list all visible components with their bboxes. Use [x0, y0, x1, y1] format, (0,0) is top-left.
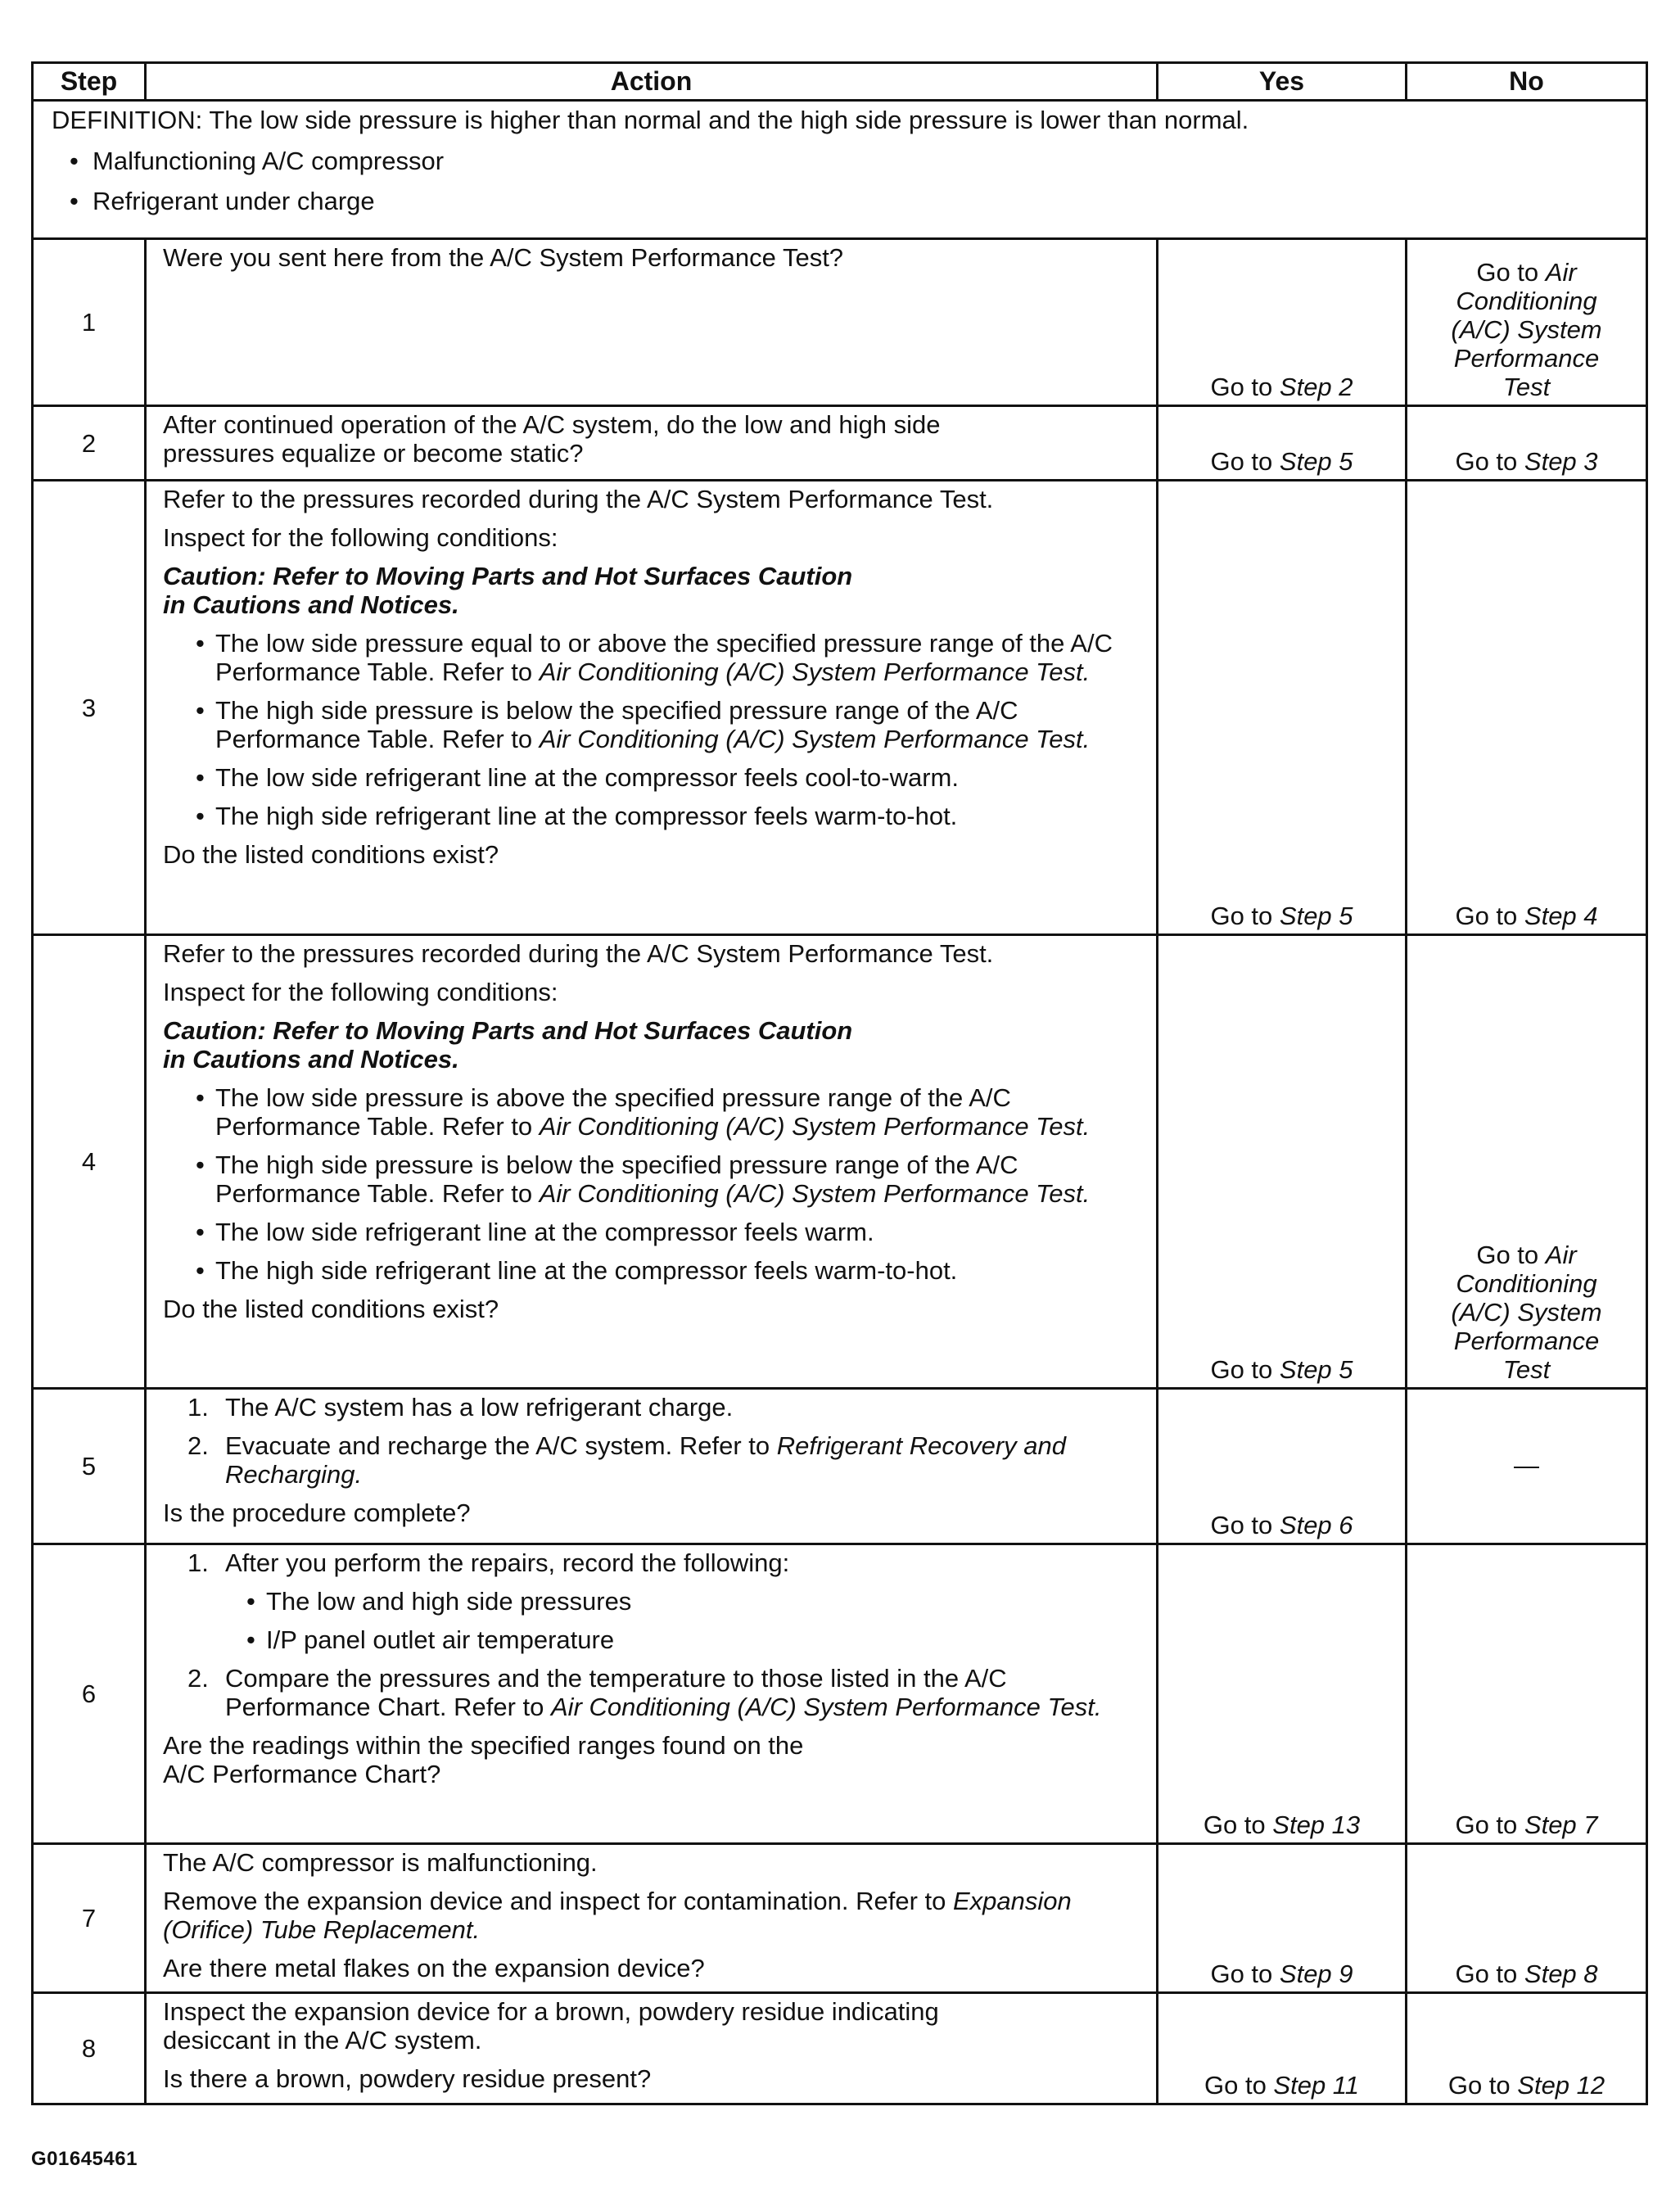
yes-cell: [1158, 1993, 1407, 2104]
reference-link[interactable]: Expansion (Orifice) Tube Replacement.: [163, 1887, 1072, 1944]
condition-bullet: [163, 696, 1140, 753]
action-cell: [146, 1389, 1158, 1544]
header-step: Step: [33, 63, 146, 101]
condition-bullet: • The low side refrigerant line at the compressor feels warm.: [163, 1218, 1140, 1246]
condition-text: The high side pressure is below the specified pressure range of the A/C Performance Table. Refer to: [215, 696, 1018, 753]
header-yes: Yes: [1158, 63, 1407, 101]
step-number: 6: [33, 1544, 146, 1844]
header-row: [33, 63, 1647, 101]
condition-text: The low side pressure equal to or above the specified pressure range of the A/C Performance Table. Refer to: [215, 629, 1113, 686]
reference-link[interactable]: Air Conditioning (A/C) System Performance Test.: [539, 1112, 1091, 1141]
no-link[interactable]: Air Conditioning (A/C) System Performance Test: [1451, 258, 1602, 401]
yes-link[interactable]: Step 13: [1272, 1810, 1361, 1839]
no-prefix: Go to: [1455, 1810, 1524, 1839]
action-question: Were you sent here from the A/C System Performance Test?: [163, 243, 844, 272]
numbered-item: [163, 1664, 1140, 1721]
reference-link[interactable]: Refrigerant Recovery and Recharging.: [225, 1431, 1066, 1489]
numbered-item: [163, 1548, 1140, 1577]
action-question: After continued operation of the A/C system, do the low and high side pressures equalize or become static?: [163, 410, 941, 468]
no-link[interactable]: Air Conditioning (A/C) System Performance Test: [1451, 1241, 1602, 1384]
step-number: 3: [33, 481, 146, 935]
yes-cell: [1158, 406, 1407, 481]
reference-link[interactable]: Air Conditioning (A/C) System Performance Test.: [551, 1693, 1102, 1721]
yes-prefix: Go to: [1204, 2071, 1274, 2100]
header-no: No: [1407, 63, 1647, 101]
step-row-2: [33, 406, 1647, 481]
sub-bullet: • The low and high side pressures: [163, 1587, 1140, 1616]
no-cell: [1407, 935, 1647, 1389]
condition-bullet: • The high side refrigerant line at the compressor feels warm-to-hot.: [163, 1256, 1140, 1285]
action-cell: [146, 481, 1158, 935]
condition-bullet: [163, 1150, 1140, 1208]
no-prefix: Go to: [1455, 447, 1524, 476]
definition-row: [33, 101, 1647, 239]
action-question: Is the procedure complete?: [163, 1499, 471, 1527]
yes-prefix: Go to: [1210, 1355, 1280, 1384]
item-text: After you perform the repairs, record the following:: [225, 1548, 790, 1577]
condition-bullet: • The low side refrigerant line at the compressor feels cool-to-warm.: [163, 763, 1140, 792]
item-text: Evacuate and recharge the A/C system. Refer to: [225, 1431, 777, 1460]
item-number: 1.: [187, 1393, 209, 1422]
yes-link[interactable]: Step 9: [1279, 1960, 1353, 1988]
action-cell: [146, 1844, 1158, 1993]
no-cell: —: [1407, 1389, 1647, 1544]
caution-text: Caution: Refer to Moving Parts and Hot Surfaces Caution in Cautions and Notices.: [163, 1016, 853, 1074]
no-link[interactable]: Step 3: [1524, 447, 1598, 476]
no-cell: [1407, 481, 1647, 935]
reference-link[interactable]: Air Conditioning (A/C) System Performance Test.: [539, 1179, 1091, 1208]
yes-prefix: Go to: [1203, 1810, 1273, 1839]
action-question: Are there metal flakes on the expansion device?: [163, 1954, 705, 1982]
action-cell: [146, 1544, 1158, 1844]
yes-link[interactable]: Step 5: [1279, 902, 1353, 930]
step-row-5: [33, 1389, 1647, 1544]
action-question: Are the readings within the specified ranges found on the A/C Performance Chart?: [163, 1731, 804, 1788]
definition-cell: [33, 101, 1647, 239]
sub-bullet: • I/P panel outlet air temperature: [163, 1625, 1140, 1654]
definition-text: DEFINITION: The low side pressure is higher than normal and the high side pressure is lower than normal.: [52, 106, 1249, 134]
condition-bullet: • The high side refrigerant line at the compressor feels warm-to-hot.: [163, 802, 1140, 830]
item-text: Compare the pressures and the temperature to those listed in the A/C Performance Chart. Refer to: [225, 1664, 1007, 1721]
step-number: 5: [33, 1389, 146, 1544]
step-row-3: [33, 481, 1647, 935]
action-text: Inspect for the following conditions:: [163, 978, 558, 1006]
no-prefix: Go to: [1455, 902, 1524, 930]
no-cell: [1407, 1993, 1647, 2104]
no-link[interactable]: Step 12: [1517, 2071, 1605, 2100]
step-number: 1: [33, 239, 146, 406]
definition-bullet: • Malfunctioning A/C compressor: [52, 147, 1628, 175]
yes-link[interactable]: Step 6: [1279, 1511, 1353, 1539]
step-number: 4: [33, 935, 146, 1389]
condition-bullet: [163, 1083, 1140, 1141]
definition-bullet: • Refrigerant under charge: [52, 187, 1628, 215]
header-action: Action: [146, 63, 1158, 101]
no-link[interactable]: Step 4: [1524, 902, 1598, 930]
no-prefix: Go to: [1476, 1241, 1546, 1269]
action-cell: [146, 1993, 1158, 2104]
item-text: The A/C system has a low refrigerant charge.: [225, 1393, 734, 1422]
yes-link[interactable]: Step 2: [1279, 373, 1353, 401]
yes-cell: [1158, 1544, 1407, 1844]
yes-cell: [1158, 1844, 1407, 1993]
step-row-7: [33, 1844, 1647, 1993]
diagnostic-table: [31, 61, 1648, 2105]
step-row-6: [33, 1544, 1647, 1844]
condition-text: The high side pressure is below the specified pressure range of the A/C Performance Table. Refer to: [215, 1150, 1018, 1208]
action-text: The A/C compressor is malfunctioning.: [163, 1848, 598, 1877]
yes-prefix: Go to: [1210, 1511, 1280, 1539]
no-link[interactable]: Step 8: [1524, 1960, 1598, 1988]
numbered-item: [163, 1431, 1140, 1489]
step-row-4: [33, 935, 1647, 1389]
action-text: Inspect for the following conditions:: [163, 523, 558, 552]
no-prefix: Go to: [1455, 1960, 1524, 1988]
item-number: 2.: [187, 1431, 209, 1460]
item-number: 1.: [187, 1548, 209, 1577]
item-number: 2.: [187, 1664, 209, 1693]
action-question: Is there a brown, powdery residue present?: [163, 2064, 652, 2093]
step-row-8: [33, 1993, 1647, 2104]
action-question: Do the listed conditions exist?: [163, 1295, 499, 1323]
step-number: 8: [33, 1993, 146, 2104]
condition-text: The low side pressure is above the specified pressure range of the A/C Performance Table. Refer to: [215, 1083, 1011, 1141]
action-question: Do the listed conditions exist?: [163, 840, 499, 869]
action-cell: [146, 406, 1158, 481]
no-prefix: Go to: [1447, 2071, 1518, 2100]
no-cell: [1407, 406, 1647, 481]
diagnostic-table-page: [31, 61, 1646, 2105]
reference-link[interactable]: Air Conditioning (A/C) System Performance Test.: [539, 658, 1091, 686]
yes-prefix: Go to: [1210, 902, 1280, 930]
action-text: Refer to the pressures recorded during the A/C System Performance Test.: [163, 485, 994, 513]
no-cell: [1407, 1544, 1647, 1844]
step-number: 7: [33, 1844, 146, 1993]
yes-link[interactable]: Step 5: [1279, 1355, 1353, 1384]
step-row-1: [33, 239, 1647, 406]
action-text: [163, 1887, 1140, 1944]
reference-link[interactable]: Air Conditioning (A/C) System Performance Test.: [539, 725, 1091, 753]
no-link[interactable]: Step 7: [1524, 1810, 1598, 1839]
no-cell: [1407, 239, 1647, 406]
numbered-item: [163, 1393, 1140, 1422]
step-number: 2: [33, 406, 146, 481]
no-cell: [1407, 1844, 1647, 1993]
yes-prefix: Go to: [1210, 373, 1280, 401]
yes-cell: [1158, 1389, 1407, 1544]
action-cell: [146, 239, 1158, 406]
yes-cell: [1158, 481, 1407, 935]
no-prefix: Go to: [1476, 258, 1546, 287]
action-cell: [146, 935, 1158, 1389]
action-text: Inspect the expansion device for a brown, powdery residue indicating desiccant in the A/C system.: [163, 1997, 939, 2055]
yes-link[interactable]: Step 5: [1279, 447, 1353, 476]
condition-bullet: [163, 629, 1140, 686]
yes-cell: [1158, 935, 1407, 1389]
yes-prefix: Go to: [1210, 447, 1280, 476]
action-text-body: Remove the expansion device and inspect for contamination. Refer to: [163, 1887, 953, 1915]
action-text: Refer to the pressures recorded during the A/C System Performance Test.: [163, 939, 994, 968]
yes-cell: [1158, 239, 1407, 406]
caution-text: Caution: Refer to Moving Parts and Hot Surfaces Caution in Cautions and Notices.: [163, 562, 853, 619]
yes-prefix: Go to: [1210, 1960, 1280, 1988]
yes-link[interactable]: Step 11: [1273, 2071, 1359, 2100]
figure-id: G01645461: [31, 2148, 138, 2170]
